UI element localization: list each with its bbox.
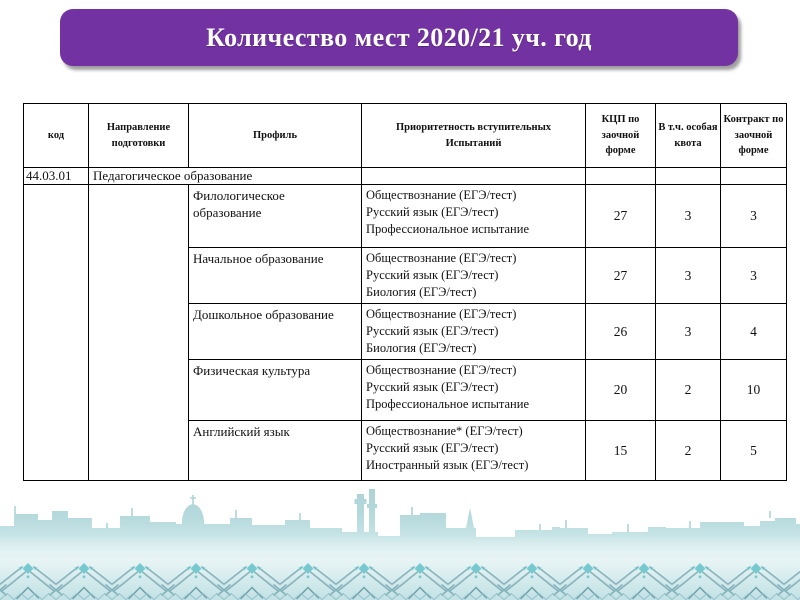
cell-exams: [362, 360, 586, 421]
cell-profile: Начальное образование: [189, 248, 362, 304]
admissions-table: [23, 103, 787, 481]
table-header-row: [24, 104, 787, 168]
header-quota: В т.ч. особая квота: [656, 104, 721, 168]
cell-kcp: 15: [586, 421, 656, 481]
empty-cell: [362, 168, 586, 185]
header-profile: Профиль: [189, 104, 362, 168]
merged-code-cell: [24, 185, 89, 481]
cell-contract: 3: [721, 185, 787, 248]
cell-kcp: 20: [586, 360, 656, 421]
cell-profile: Физическая культура: [189, 360, 362, 421]
cell-profile: Дошкольное образование: [189, 304, 362, 360]
header-priority: Приоритетность вступительных Испытаний: [362, 104, 586, 168]
cell-contract: 3: [721, 248, 787, 304]
admissions-table-wrap: [23, 103, 787, 481]
empty-cell: [656, 168, 721, 185]
cell-exams: [362, 248, 586, 304]
cell-kcp: 27: [586, 185, 656, 248]
exam-line: Обществознание (ЕГЭ/тест): [366, 251, 517, 265]
cell-contract: 5: [721, 421, 787, 481]
group-direction-cell: Педагогическое образование: [89, 168, 362, 185]
cell-exams: [362, 304, 586, 360]
exam-line: Профессиональное испытание: [366, 222, 529, 236]
exam-line: Русский язык (ЕГЭ/тест): [366, 205, 499, 219]
exam-line: Иностранный язык (ЕГЭ/тест): [366, 458, 529, 472]
exam-line: Русский язык (ЕГЭ/тест): [366, 324, 499, 338]
cell-exams: [362, 185, 586, 248]
exam-line: Биология (ЕГЭ/тест): [366, 285, 477, 299]
cell-kcp: 27: [586, 248, 656, 304]
cell-kcp: 26: [586, 304, 656, 360]
cell-contract: 10: [721, 360, 787, 421]
cell-contract: 4: [721, 304, 787, 360]
exam-line: Русский язык (ЕГЭ/тест): [366, 441, 499, 455]
cell-quota: 3: [656, 304, 721, 360]
exam-line: Русский язык (ЕГЭ/тест): [366, 268, 499, 282]
table-row: [24, 185, 787, 248]
group-row: [24, 168, 787, 185]
cell-quota: 3: [656, 185, 721, 248]
empty-cell: [721, 168, 787, 185]
header-kcp: КЦП по заочной форме: [586, 104, 656, 168]
cell-quota: 2: [656, 360, 721, 421]
exam-line: Обществознание (ЕГЭ/тест): [366, 307, 517, 321]
header-code: код: [24, 104, 89, 168]
city-skyline-decoration: [0, 480, 800, 600]
exam-line: Профессиональное испытание: [366, 397, 529, 411]
bottom-decoration: [0, 480, 800, 600]
church-cross: [190, 495, 196, 504]
group-code-cell: 44.03.01: [24, 168, 89, 185]
header-contract: Контракт по заочной форме: [721, 104, 787, 168]
slide-title: Количество мест 2020/21 уч. год: [206, 22, 592, 52]
exam-line: Обществознание* (ЕГЭ/тест): [366, 424, 523, 438]
exam-line: Биология (ЕГЭ/тест): [366, 341, 477, 355]
merged-direction-cell: [89, 185, 189, 481]
exam-line: Обществознание (ЕГЭ/тест): [366, 363, 517, 377]
cell-profile: Английский язык: [189, 421, 362, 481]
exam-line: Русский язык (ЕГЭ/тест): [366, 380, 499, 394]
header-direction: Направление подготовки: [89, 104, 189, 168]
cell-quota: 2: [656, 421, 721, 481]
exam-line: Обществознание (ЕГЭ/тест): [366, 188, 517, 202]
cell-profile: Филологическое образование: [189, 185, 362, 248]
cell-exams: [362, 421, 586, 481]
empty-cell: [586, 168, 656, 185]
title-banner: [60, 9, 738, 66]
cell-quota: 3: [656, 248, 721, 304]
ornament-border-decoration: [0, 562, 800, 600]
